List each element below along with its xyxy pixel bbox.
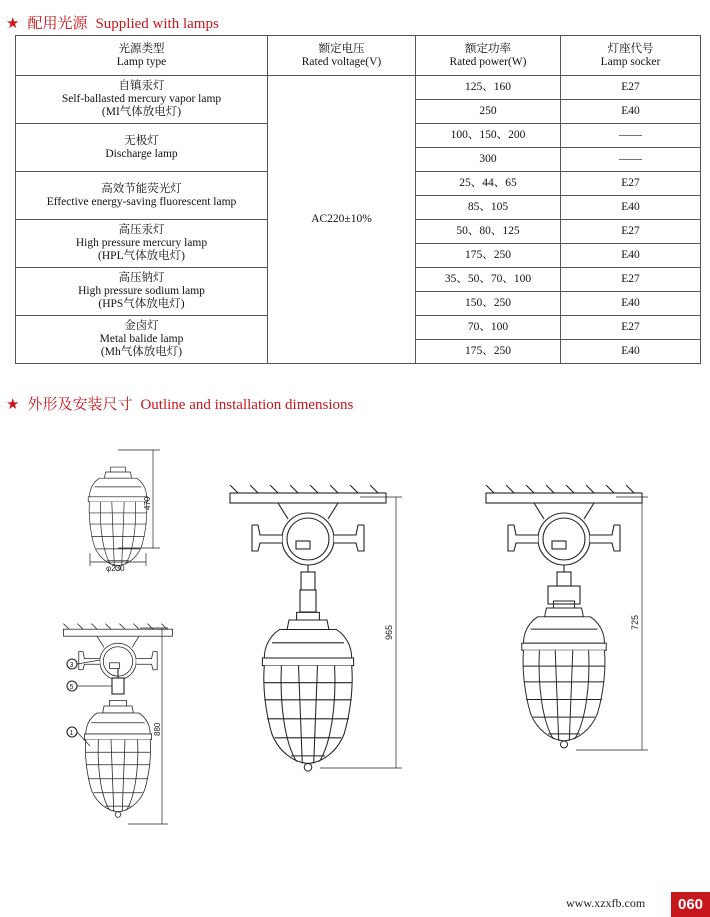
lamp-type-line: 高压钠灯 <box>118 272 165 284</box>
header-lamp-socket: 灯座代号 Lamp socker <box>561 36 701 76</box>
lamp-type-line: Self-ballasted mercury vapor lamp <box>61 93 222 105</box>
lamp-socket-cell: E40 <box>561 340 701 364</box>
dim-725: 725 <box>630 614 640 630</box>
callout-3: 3 <box>69 662 74 669</box>
rated-power-cell: 125、160 <box>416 76 561 100</box>
footer-url: www.xzxfb.com <box>566 896 646 910</box>
lamp-type-cell <box>16 124 268 172</box>
lamp-type-line: 无极灯 <box>124 134 159 147</box>
lamp-socket-cell: E40 <box>561 196 701 220</box>
lamp-socket-cell: —— <box>561 148 701 172</box>
lamp-type-line: High pressure sodium lamp <box>78 285 205 297</box>
header-rated-power: 额定功率 Rated power(W) <box>416 36 561 76</box>
lamp-type-line: 高效节能荧光灯 <box>101 182 182 195</box>
lamp-type-line: 金卤灯 <box>124 320 159 332</box>
dim-965: 965 <box>384 624 394 640</box>
table-row <box>16 76 701 100</box>
rated-power-cell: 175、250 <box>416 244 561 268</box>
lamp-socket-cell: E27 <box>561 220 701 244</box>
lamp-type-line: Effective energy-saving fluorescent lamp <box>46 195 237 208</box>
lamp-socket-cell: —— <box>561 124 701 148</box>
lamp-type-line: High pressure mercury lamp <box>75 237 208 249</box>
lamp-type-cell <box>16 268 268 316</box>
lamp-spec-table <box>15 35 701 364</box>
installation-drawing <box>0 420 710 860</box>
table-header-row <box>16 36 701 76</box>
lamp-type-line: (MI气体放电灯) <box>101 106 182 118</box>
lamp-type-line: Metal balide lamp <box>99 333 184 345</box>
header-rated-voltage: 额定电压 Rated voltage(V) <box>268 36 416 76</box>
lamp-type-line: 自镇汞灯 <box>118 80 165 92</box>
header-lamp-type: 光源类型 Lamp type <box>16 36 268 76</box>
lamp-drawing-2 <box>63 624 172 824</box>
callout-5: 5 <box>69 684 74 691</box>
heading-cn: 外形及安装尺寸 <box>27 397 133 413</box>
star-icon: ★ <box>6 16 20 32</box>
lamp-drawing-1 <box>88 450 160 573</box>
section-heading-dimensions <box>6 393 353 414</box>
lamp-socket-cell: E27 <box>561 268 701 292</box>
lamp-type-cell <box>16 172 268 220</box>
rated-power-cell: 175、250 <box>416 340 561 364</box>
lamp-socket-cell: E27 <box>561 316 701 340</box>
heading-en: Supplied with lamps <box>95 16 219 32</box>
rated-power-cell: 250 <box>416 100 561 124</box>
rated-power-cell: 35、50、70、100 <box>416 268 561 292</box>
rated-power-cell: 150、250 <box>416 292 561 316</box>
rated-power-cell: 50、80、125 <box>416 220 561 244</box>
heading-en: Outline and installation dimensions <box>140 397 354 413</box>
rated-power-cell: 70、100 <box>416 316 561 340</box>
lamp-type-line: (HPL气体放电灯) <box>98 250 185 262</box>
page-number: 060 <box>671 892 710 917</box>
lamp-type-line: 高压汞灯 <box>118 224 165 236</box>
lamp-type-cell <box>16 76 268 124</box>
lamp-type-cell <box>16 220 268 268</box>
lamp-socket-cell: E27 <box>561 76 701 100</box>
lamp-socket-cell: E40 <box>561 292 701 316</box>
dim-470: 470 <box>143 496 152 510</box>
lamp-type-line: (Mh气体放电灯) <box>100 346 183 358</box>
section-heading-lamps <box>6 12 219 33</box>
lamp-type-line: (HPS气体放电灯) <box>98 298 185 310</box>
rated-power-cell: 25、44、65 <box>416 172 561 196</box>
callout-1: 1 <box>69 730 74 737</box>
rated-power-cell: 85、105 <box>416 196 561 220</box>
lamp-type-cell <box>16 316 268 364</box>
dim-230: φ230 <box>106 564 125 573</box>
lamp-drawing-4 <box>486 485 648 750</box>
lamp-socket-cell: E27 <box>561 172 701 196</box>
lamp-drawing-3 <box>230 485 402 771</box>
lamp-type-line: Discharge lamp <box>105 147 178 160</box>
rated-voltage-cell: AC220±10% <box>268 76 416 364</box>
rated-power-cell: 300 <box>416 148 561 172</box>
heading-cn: 配用光源 <box>27 16 88 32</box>
rated-power-cell: 100、150、200 <box>416 124 561 148</box>
lamp-socket-cell: E40 <box>561 100 701 124</box>
lamp-socket-cell: E40 <box>561 244 701 268</box>
star-icon: ★ <box>6 397 20 413</box>
dim-880: 880 <box>153 722 162 736</box>
